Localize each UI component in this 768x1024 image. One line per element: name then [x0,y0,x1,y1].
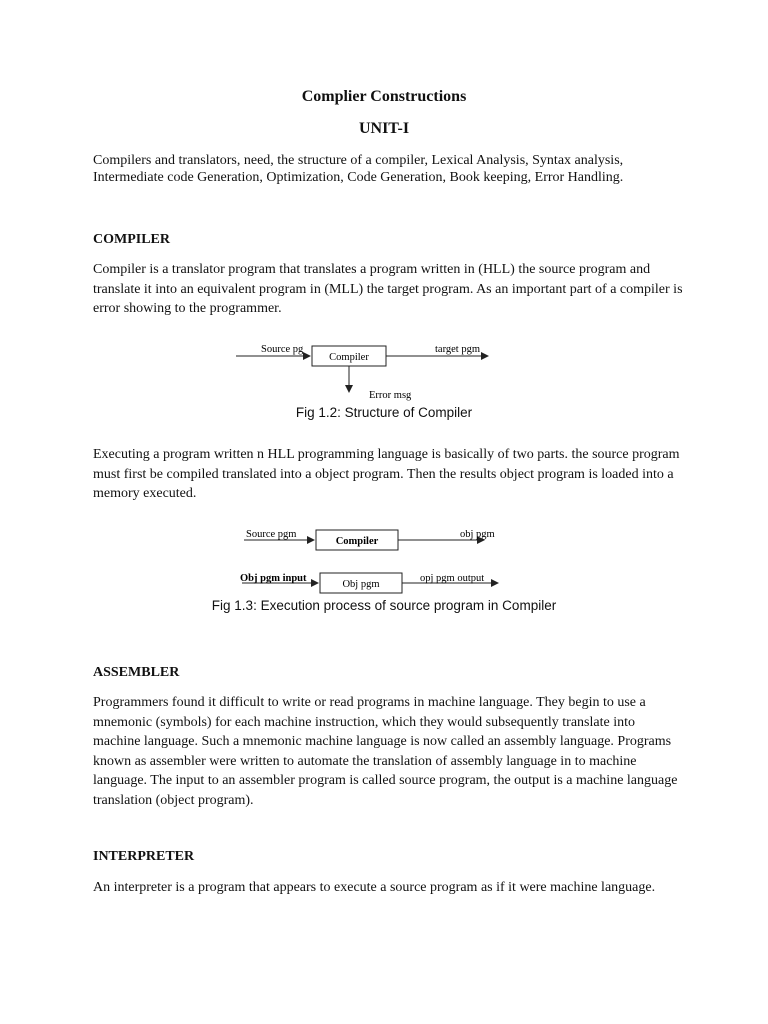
unit-heading: UNIT-I [358,120,410,137]
assembler-paragraph: Programmers found it difficult to write or read programs in machine language. They begin to use a mnemonic (symbols) for each machine instruction, which they would subsequently translate into machine language. Such a mnemonic machine language is now called an assembly language. Programs known as assembler were written to automate the translation of assembly language in to machine language. The input to an assembler program is called source program, the output is a machine language translation (object program). [93,695,678,808]
execution-paragraph: Executing a program written n HLL programming language is basically of two parts. the source program must first be compiled translated into a object program. Then the results object program is loaded into a memory executed. [93,447,680,502]
document-title: Complier Constructions [301,88,467,105]
assembler-heading: ASSEMBLER [93,665,180,680]
figure-compiler-structure [230,338,510,404]
interpreter-paragraph: An interpreter is a program that appears to execute a source program as if it were machine language. [93,880,656,895]
interpreter-heading: INTERPRETER [93,849,195,864]
figure-execution-process [236,522,526,598]
intro-paragraph: Compilers and translators, need, the structure of a compiler, Lexical Analysis, Syntax analysis, Intermediate code Generation, Optimization, Code Generation, Book keeping, Error Handling. [93,153,624,185]
compiler-paragraph: Compiler is a translator program that translates a program written in (HLL) the source program and translate it into an equivalent program in (MLL) the target program. As an important part of a compiler is error showing to the programmer. [93,262,683,317]
figure-1-2-caption: Fig 1.2: Structure of Compiler [295,405,473,420]
row1-source-label: Source pgm [246,529,297,540]
row2-source-label: Obj pgm input [240,573,307,584]
row1-box-label: Compiler [335,536,379,547]
row2-target-label: opj pgm output [420,573,485,584]
compiler-heading: COMPILER [93,232,170,247]
row1-target-label: obj pgm [460,529,495,540]
source-label: Source pg [261,344,304,355]
compiler-box-label: Compiler [329,352,369,363]
target-label: target pgm [435,344,481,355]
figure-1-3-caption: Fig 1.3: Execution process of source program in Compiler [211,598,557,613]
row2-box-label: Obj pgm [342,579,380,590]
error-label: Error msg [369,390,412,401]
